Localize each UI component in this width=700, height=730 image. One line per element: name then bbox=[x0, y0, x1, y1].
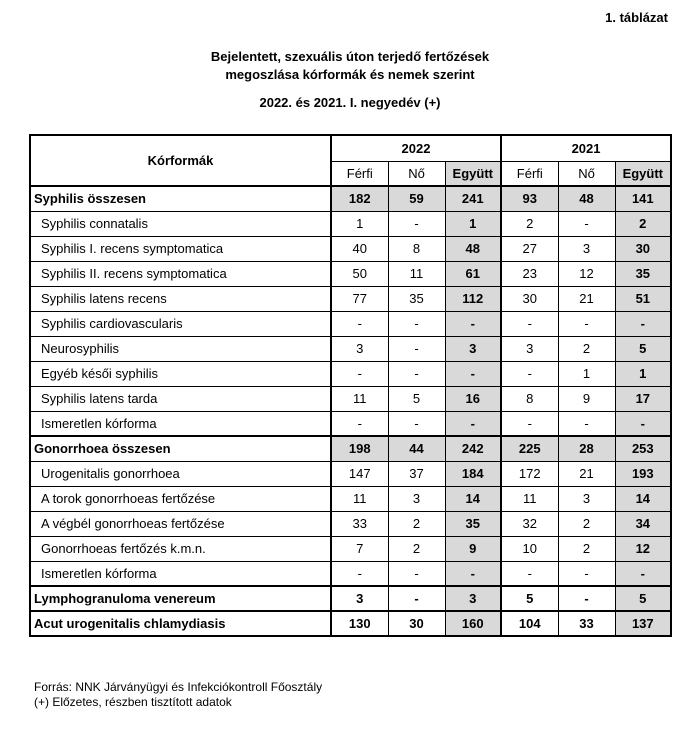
header-year-2021: 2021 bbox=[501, 135, 671, 161]
table-row bbox=[30, 311, 671, 336]
table-cell: 5 bbox=[615, 336, 671, 361]
table-cell: 1 bbox=[331, 211, 388, 236]
table-cell: 3 bbox=[445, 586, 501, 611]
table-cell: 5 bbox=[388, 386, 445, 411]
table-cell: 5 bbox=[501, 586, 558, 611]
row-label: Syphilis II. recens symptomatica bbox=[30, 261, 331, 286]
table-cell: 11 bbox=[331, 486, 388, 511]
table-cell: 21 bbox=[558, 286, 615, 311]
table-cell: 3 bbox=[331, 586, 388, 611]
table-cell: 2 bbox=[501, 211, 558, 236]
table-cell: - bbox=[558, 211, 615, 236]
table-cell: 51 bbox=[615, 286, 671, 311]
table-cell: 23 bbox=[501, 261, 558, 286]
std-distribution-table bbox=[29, 134, 672, 637]
table-cell: 30 bbox=[501, 286, 558, 311]
table-cell: - bbox=[445, 311, 501, 336]
table-cell: 16 bbox=[445, 386, 501, 411]
table-cell: 11 bbox=[388, 261, 445, 286]
table-cell: - bbox=[388, 411, 445, 436]
table-cell: - bbox=[331, 411, 388, 436]
row-label: Egyéb késői syphilis bbox=[30, 361, 331, 386]
table-row bbox=[30, 411, 671, 436]
row-label: Ismeretlen kórforma bbox=[30, 561, 331, 586]
table-cell: - bbox=[615, 311, 671, 336]
table-cell: - bbox=[558, 586, 615, 611]
table-cell: 33 bbox=[558, 611, 615, 636]
table-row bbox=[30, 361, 671, 386]
header-egyutt: Együtt bbox=[445, 161, 501, 186]
table-cell: 1 bbox=[558, 361, 615, 386]
table-cell: 61 bbox=[445, 261, 501, 286]
table-cell: - bbox=[388, 211, 445, 236]
table-cell: 27 bbox=[501, 236, 558, 261]
table-cell: 10 bbox=[501, 536, 558, 561]
table-cell: 2 bbox=[388, 536, 445, 561]
row-label: Syphilis latens tarda bbox=[30, 386, 331, 411]
table-row bbox=[30, 436, 671, 461]
table-cell: 2 bbox=[558, 511, 615, 536]
table-cell: 241 bbox=[445, 186, 501, 211]
header-korformak: Kórformák bbox=[30, 135, 331, 186]
table-cell: 184 bbox=[445, 461, 501, 486]
table-cell: 3 bbox=[331, 336, 388, 361]
table-cell: 104 bbox=[501, 611, 558, 636]
table-cell: 2 bbox=[558, 536, 615, 561]
table-cell: 8 bbox=[388, 236, 445, 261]
table-cell: 3 bbox=[558, 486, 615, 511]
table-row bbox=[30, 461, 671, 486]
table-cell: 253 bbox=[615, 436, 671, 461]
table-cell: - bbox=[501, 411, 558, 436]
table-cell: 93 bbox=[501, 186, 558, 211]
table-cell: 5 bbox=[615, 586, 671, 611]
table-cell: 44 bbox=[388, 436, 445, 461]
row-label: A végbél gonorrhoeas fertőzése bbox=[30, 511, 331, 536]
table-cell: 21 bbox=[558, 461, 615, 486]
title-line-2: megoszlása kórformák és nemek szerint bbox=[225, 67, 475, 82]
row-label: Syphilis latens recens bbox=[30, 286, 331, 311]
table-row bbox=[30, 511, 671, 536]
row-label: Ismeretlen kórforma bbox=[30, 411, 331, 436]
table-cell: 59 bbox=[388, 186, 445, 211]
table-cell: 50 bbox=[331, 261, 388, 286]
row-label: Syphilis I. recens symptomatica bbox=[30, 236, 331, 261]
table-cell: - bbox=[445, 361, 501, 386]
table-cell: 2 bbox=[615, 211, 671, 236]
table-cell: - bbox=[331, 311, 388, 336]
table-cell: - bbox=[388, 311, 445, 336]
row-label: Gonorrhoea összesen bbox=[30, 436, 331, 461]
table-cell: 242 bbox=[445, 436, 501, 461]
table-row bbox=[30, 261, 671, 286]
row-label: Syphilis connatalis bbox=[30, 211, 331, 236]
table-cell: 3 bbox=[558, 236, 615, 261]
table-row bbox=[30, 536, 671, 561]
row-label: Syphilis cardiovascularis bbox=[30, 311, 331, 336]
table-cell: - bbox=[388, 561, 445, 586]
table-row bbox=[30, 561, 671, 586]
table-cell: 130 bbox=[331, 611, 388, 636]
table-cell: 14 bbox=[445, 486, 501, 511]
table-cell: - bbox=[558, 411, 615, 436]
table-number-label: 1. táblázat bbox=[605, 10, 668, 25]
table-cell: 3 bbox=[388, 486, 445, 511]
table-cell: 30 bbox=[388, 611, 445, 636]
table-cell: - bbox=[388, 361, 445, 386]
table-cell: 172 bbox=[501, 461, 558, 486]
row-label: Lymphogranuloma venereum bbox=[30, 586, 331, 611]
table-cell: 160 bbox=[445, 611, 501, 636]
table-cell: - bbox=[331, 361, 388, 386]
row-label: Syphilis összesen bbox=[30, 186, 331, 211]
table-cell: 17 bbox=[615, 386, 671, 411]
header-ferfi: Férfi bbox=[331, 161, 388, 186]
table-cell: 35 bbox=[388, 286, 445, 311]
footnote-source: Forrás: NNK Járványügyi és Infekciókontroll Főosztály bbox=[34, 680, 323, 694]
table-cell: 2 bbox=[558, 336, 615, 361]
table-cell: - bbox=[615, 561, 671, 586]
table-cell: - bbox=[558, 561, 615, 586]
table-cell: 48 bbox=[558, 186, 615, 211]
table-body bbox=[30, 186, 671, 636]
table-cell: 40 bbox=[331, 236, 388, 261]
table-cell: - bbox=[501, 361, 558, 386]
table-cell: 14 bbox=[615, 486, 671, 511]
table-cell: 1 bbox=[445, 211, 501, 236]
table-cell: 35 bbox=[445, 511, 501, 536]
table-cell: - bbox=[331, 561, 388, 586]
table-cell: 35 bbox=[615, 261, 671, 286]
table-cell: 7 bbox=[331, 536, 388, 561]
table-row bbox=[30, 186, 671, 211]
table-cell: - bbox=[445, 561, 501, 586]
table-cell: 112 bbox=[445, 286, 501, 311]
table-cell: 137 bbox=[615, 611, 671, 636]
table-row bbox=[30, 586, 671, 611]
footnote-preliminary: (+) Előzetes, részben tisztított adatok bbox=[34, 695, 232, 709]
table-cell: 12 bbox=[615, 536, 671, 561]
table-cell: 34 bbox=[615, 511, 671, 536]
table-row bbox=[30, 336, 671, 361]
table-cell: 147 bbox=[331, 461, 388, 486]
subtitle-period: 2022. és 2021. I. negyedév (+) bbox=[259, 95, 441, 110]
table-cell: 3 bbox=[445, 336, 501, 361]
row-label: Neurosyphilis bbox=[30, 336, 331, 361]
table-cell: 9 bbox=[445, 536, 501, 561]
table-cell: 193 bbox=[615, 461, 671, 486]
row-label: Gonorrhoeas fertőzés k.m.n. bbox=[30, 536, 331, 561]
table-cell: 9 bbox=[558, 386, 615, 411]
table-cell: 28 bbox=[558, 436, 615, 461]
table-cell: 48 bbox=[445, 236, 501, 261]
table-cell: - bbox=[501, 561, 558, 586]
header-ferfi: Férfi bbox=[501, 161, 558, 186]
table-cell: 30 bbox=[615, 236, 671, 261]
table-cell: 33 bbox=[331, 511, 388, 536]
table-row bbox=[30, 286, 671, 311]
table-cell: 11 bbox=[501, 486, 558, 511]
header-egyutt: Együtt bbox=[615, 161, 671, 186]
table-cell: 8 bbox=[501, 386, 558, 411]
table-cell: 198 bbox=[331, 436, 388, 461]
header-no: Nő bbox=[388, 161, 445, 186]
header-year-2022: 2022 bbox=[331, 135, 501, 161]
table-cell: - bbox=[388, 586, 445, 611]
table-cell: 37 bbox=[388, 461, 445, 486]
table-cell: - bbox=[388, 336, 445, 361]
table-row bbox=[30, 611, 671, 636]
table-cell: 77 bbox=[331, 286, 388, 311]
table-row bbox=[30, 386, 671, 411]
table-cell: - bbox=[445, 411, 501, 436]
table-cell: - bbox=[501, 311, 558, 336]
table-row bbox=[30, 486, 671, 511]
row-label: Acut urogenitalis chlamydiasis bbox=[30, 611, 331, 636]
table-cell: - bbox=[558, 311, 615, 336]
table-row bbox=[30, 211, 671, 236]
table-cell: - bbox=[615, 411, 671, 436]
table-row bbox=[30, 236, 671, 261]
row-label: A torok gonorrhoeas fertőzése bbox=[30, 486, 331, 511]
title-line-1: Bejelentett, szexuális úton terjedő fertőzések bbox=[210, 49, 490, 64]
row-label: Urogenitalis gonorrhoea bbox=[30, 461, 331, 486]
table-cell: 225 bbox=[501, 436, 558, 461]
table-cell: 11 bbox=[331, 386, 388, 411]
table-cell: 141 bbox=[615, 186, 671, 211]
table-cell: 182 bbox=[331, 186, 388, 211]
table-cell: 1 bbox=[615, 361, 671, 386]
table-cell: 32 bbox=[501, 511, 558, 536]
table-cell: 2 bbox=[388, 511, 445, 536]
table-cell: 3 bbox=[501, 336, 558, 361]
header-no: Nő bbox=[558, 161, 615, 186]
table-cell: 12 bbox=[558, 261, 615, 286]
